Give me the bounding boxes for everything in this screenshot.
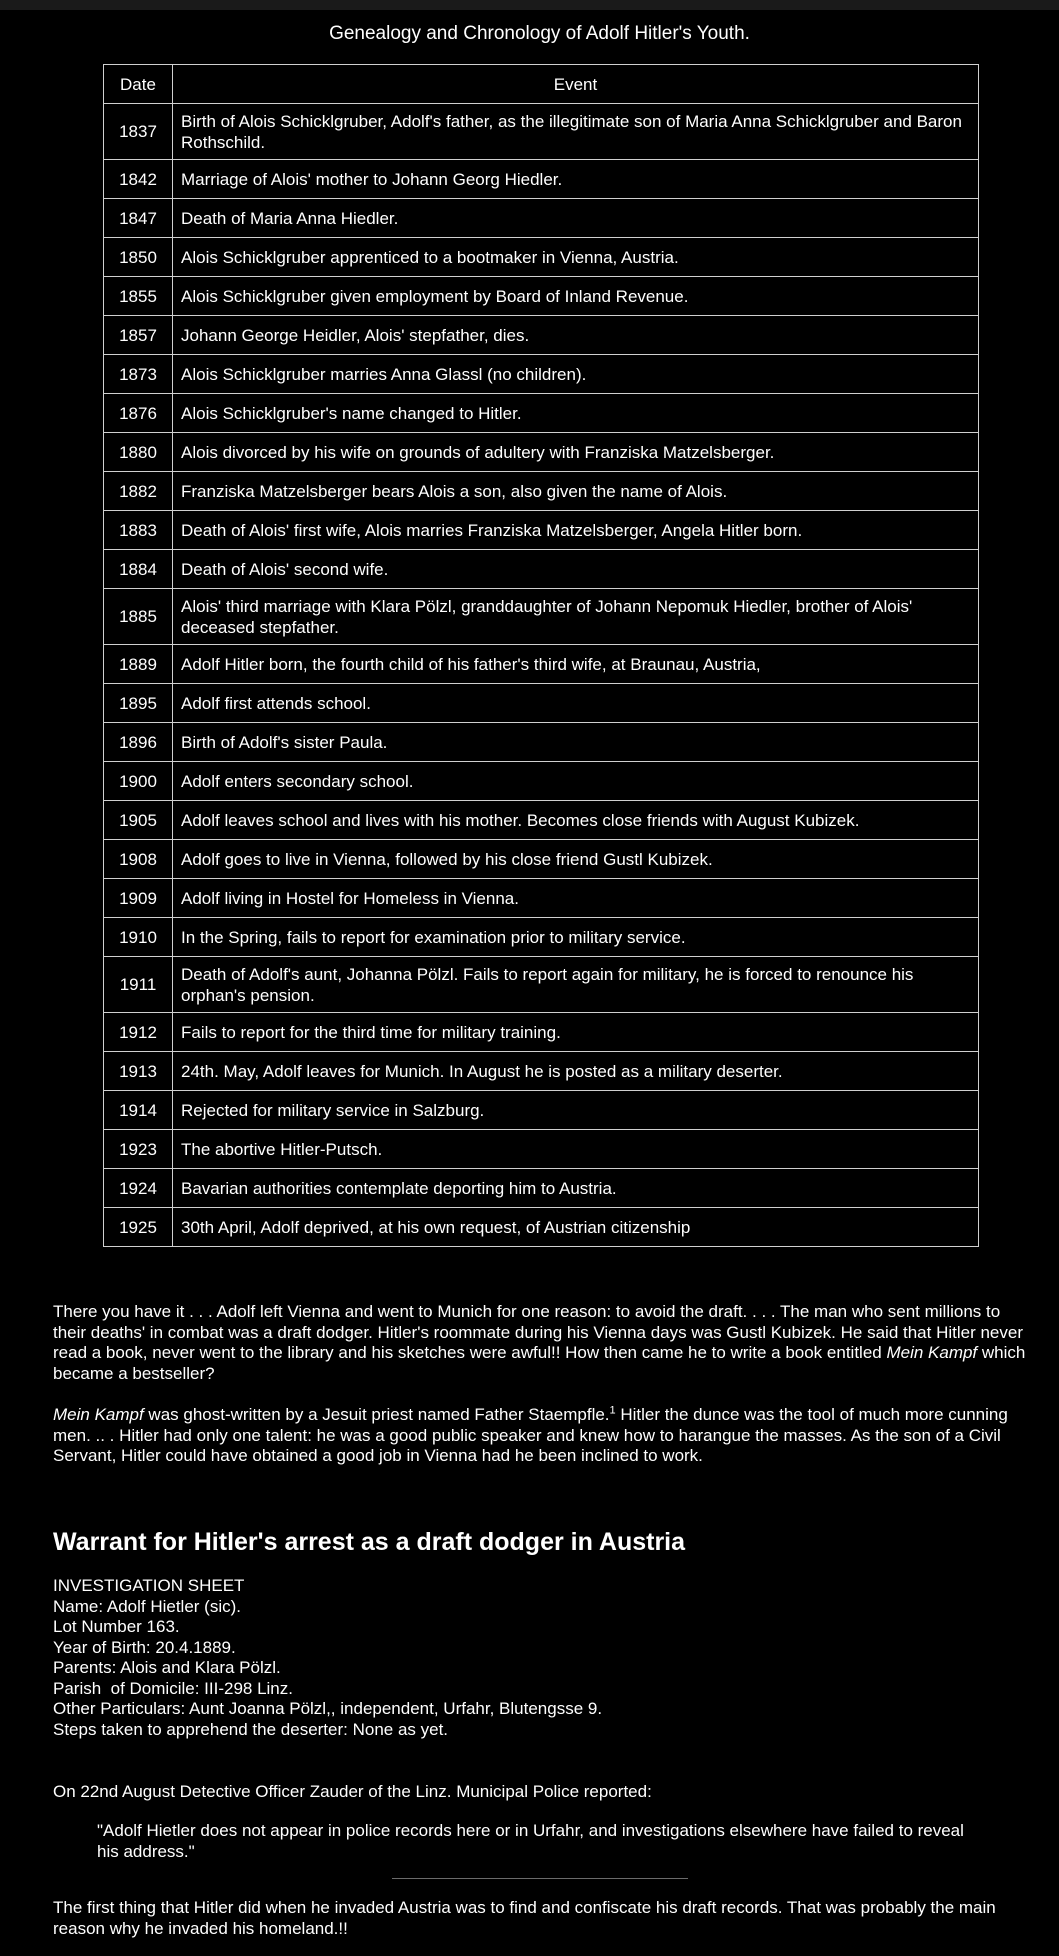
date-cell: 1889 bbox=[104, 645, 173, 684]
table-row bbox=[104, 160, 979, 199]
report-intro: On 22nd August Detective Officer Zauder of the Linz. Municipal Police reported: bbox=[53, 1782, 652, 1801]
table-row bbox=[104, 550, 979, 589]
sheet-line: INVESTIGATION SHEET bbox=[53, 1576, 245, 1595]
table-row bbox=[104, 762, 979, 801]
page-title: Genealogy and Chronology of Adolf Hitler's Youth. bbox=[329, 23, 750, 44]
event-cell: Alois Schicklgruber's name changed to Hitler. bbox=[173, 394, 979, 433]
table-row bbox=[104, 1052, 979, 1091]
book-title: Mein Kampf bbox=[53, 1405, 144, 1424]
table-row bbox=[104, 199, 979, 238]
date-cell: 1900 bbox=[104, 762, 173, 801]
table-row bbox=[104, 238, 979, 277]
table-row bbox=[104, 511, 979, 550]
date-cell: 1883 bbox=[104, 511, 173, 550]
event-cell: Adolf first attends school. bbox=[173, 684, 979, 723]
event-cell: Alois Schicklgruber apprenticed to a bootmaker in Vienna, Austria. bbox=[173, 238, 979, 277]
table-row bbox=[104, 918, 979, 957]
event-cell: Alois Schicklgruber given employment by Board of Inland Revenue. bbox=[173, 277, 979, 316]
chronology-table bbox=[103, 64, 979, 1247]
table-row bbox=[104, 645, 979, 684]
date-cell: 1873 bbox=[104, 355, 173, 394]
top-bar bbox=[0, 0, 1059, 10]
table-row bbox=[104, 684, 979, 723]
date-cell: 1905 bbox=[104, 801, 173, 840]
table-row bbox=[104, 1130, 979, 1169]
table-body bbox=[104, 104, 979, 1247]
date-cell: 1923 bbox=[104, 1130, 173, 1169]
date-cell: 1910 bbox=[104, 918, 173, 957]
date-cell: 1924 bbox=[104, 1169, 173, 1208]
table-row bbox=[104, 277, 979, 316]
table-row bbox=[104, 472, 979, 511]
table-row bbox=[104, 433, 979, 472]
date-cell: 1884 bbox=[104, 550, 173, 589]
table-row bbox=[104, 355, 979, 394]
sheet-line: Parents: Alois and Klara Pölzl. bbox=[53, 1658, 281, 1677]
table-row bbox=[104, 840, 979, 879]
date-cell: 1914 bbox=[104, 1091, 173, 1130]
event-cell: Adolf leaves school and lives with his mother. Becomes close friends with August Kubizek. bbox=[173, 801, 979, 840]
event-cell: Death of Adolf's aunt, Johanna Pölzl. Fails to report again for military, he is forced to renounce his orphan's pension. bbox=[173, 957, 979, 1013]
table-row bbox=[104, 1091, 979, 1130]
event-cell: The abortive Hitler-Putsch. bbox=[173, 1130, 979, 1169]
event-cell: Bavarian authorities contemplate deporting him to Austria. bbox=[173, 1169, 979, 1208]
table-row bbox=[104, 394, 979, 433]
table-row bbox=[104, 801, 979, 840]
date-cell: 1896 bbox=[104, 723, 173, 762]
date-cell: 1912 bbox=[104, 1013, 173, 1052]
warrant-heading: Warrant for Hitler's arrest as a draft dodger in Austria bbox=[53, 1528, 686, 1556]
table-row bbox=[104, 1013, 979, 1052]
date-cell: 1895 bbox=[104, 684, 173, 723]
sheet-line: Steps taken to apprehend the deserter: None as yet. bbox=[53, 1719, 449, 1739]
divider bbox=[392, 1878, 688, 1879]
event-cell: Alois Schicklgruber marries Anna Glassl (no children). bbox=[173, 355, 979, 394]
event-cell: Johann George Heidler, Alois' stepfather, dies. bbox=[173, 316, 979, 355]
table-row bbox=[104, 879, 979, 918]
date-cell: 1842 bbox=[104, 160, 173, 199]
date-cell: 1880 bbox=[104, 433, 173, 472]
table-row bbox=[104, 1169, 979, 1208]
date-cell: 1857 bbox=[104, 316, 173, 355]
event-cell: Death of Maria Anna Hiedler. bbox=[173, 199, 979, 238]
event-cell: Franziska Matzelsberger bears Alois a son, also given the name of Alois. bbox=[173, 472, 979, 511]
investigation-sheet bbox=[53, 1576, 602, 1740]
sheet-line: Parish of Domicile: III-298 Linz. bbox=[53, 1678, 293, 1698]
table-row bbox=[104, 957, 979, 1013]
event-cell: Adolf living in Hostel for Homeless in Vienna. bbox=[173, 879, 979, 918]
paragraph-draft-dodger bbox=[53, 1302, 1028, 1384]
date-cell: 1855 bbox=[104, 277, 173, 316]
table-header-row bbox=[104, 65, 979, 104]
paragraph-text-end: which became a bestseller? bbox=[53, 1343, 1026, 1383]
event-cell: Adolf goes to live in Vienna, followed by his close friend Gustl Kubizek. bbox=[173, 840, 979, 879]
event-cell: Birth of Adolf's sister Paula. bbox=[173, 723, 979, 762]
date-column-header: Date bbox=[104, 65, 173, 104]
event-cell: Adolf Hitler born, the fourth child of his father's third wife, at Braunau, Austria, bbox=[173, 645, 979, 684]
paragraph-ghost-writer bbox=[53, 1405, 1028, 1467]
event-cell: Alois' third marriage with Klara Pölzl, granddaughter of Johann Nepomuk Hiedler, brother of Alois' deceased stepfather. bbox=[173, 589, 979, 645]
sheet-line: Year of Birth: 20.4.1889. bbox=[53, 1637, 236, 1657]
date-cell: 1911 bbox=[104, 957, 173, 1013]
event-cell: Death of Alois' first wife, Alois marries Franziska Matzelsberger, Angela Hitler born. bbox=[173, 511, 979, 550]
sheet-line: Lot Number 163. bbox=[53, 1617, 180, 1636]
event-cell: Birth of Alois Schicklgruber, Adolf's father, as the illegitimate son of Maria Anna Schicklgruber and Baron Rothschild. bbox=[173, 104, 979, 160]
event-cell: Rejected for military service in Salzburg. bbox=[173, 1091, 979, 1130]
event-cell: Marriage of Alois' mother to Johann Georg Hiedler. bbox=[173, 160, 979, 199]
table-row bbox=[104, 723, 979, 762]
event-cell: Fails to report for the third time for military training. bbox=[173, 1013, 979, 1052]
table-row bbox=[104, 1208, 979, 1247]
event-cell: 24th. May, Adolf leaves for Munich. In August he is posted as a military deserter. bbox=[173, 1052, 979, 1091]
date-cell: 1909 bbox=[104, 879, 173, 918]
date-cell: 1876 bbox=[104, 394, 173, 433]
date-cell: 1885 bbox=[104, 589, 173, 645]
table-row bbox=[104, 316, 979, 355]
event-column-header: Event bbox=[173, 65, 979, 104]
paragraph-text: There you have it . . . Adolf left Vienna and went to Munich for one reason: to avoid the draft. . . . The man who sent millions to their deaths' in combat was a draft dodger. Hitler's roommate during his Vienna days was Gustl Kubizek. He said that Hitler never read a book, never went to the library and his sketches were awful!! How then came he to write a book entitled bbox=[53, 1302, 1023, 1362]
table-row bbox=[104, 589, 979, 645]
paragraph-text: was ghost-written by a Jesuit priest named Father Staempfle. bbox=[143, 1405, 610, 1424]
police-quote: "Adolf Hietler does not appear in police records here or in Urfahr, and investigations elsewhere have failed to reveal his address." bbox=[97, 1821, 964, 1861]
book-title: Mein Kampf bbox=[886, 1343, 978, 1362]
date-cell: 1847 bbox=[104, 199, 173, 238]
sheet-line: Other Particulars: Aunt Joanna Pölzl,, independent, Urfahr, Blutengsse 9. bbox=[53, 1699, 603, 1718]
footnote-marker[interactable]: 1 bbox=[609, 1404, 616, 1417]
sheet-line: Name: Adolf Hietler (sic). bbox=[53, 1596, 241, 1616]
date-cell: 1908 bbox=[104, 840, 173, 879]
event-cell: Death of Alois' second wife. bbox=[173, 550, 979, 589]
paragraph-text-end: Hitler the dunce was the tool of much more cunning men. .. . Hitler had only one talent: he was a good public speaker and knew how to harangue the masses. As the son of a Civil Servant, Hitler could have obtained a good job in Vienna had he been inclined to work. bbox=[53, 1405, 1008, 1465]
event-cell: Alois divorced by his wife on grounds of adultery with Franziska Matzelsberger. bbox=[173, 433, 979, 472]
date-cell: 1925 bbox=[104, 1208, 173, 1247]
date-cell: 1837 bbox=[104, 104, 173, 160]
table-row bbox=[104, 104, 979, 160]
event-cell: Adolf enters secondary school. bbox=[173, 762, 979, 801]
date-cell: 1913 bbox=[104, 1052, 173, 1091]
event-cell: In the Spring, fails to report for examination prior to military service. bbox=[173, 918, 979, 957]
date-cell: 1882 bbox=[104, 472, 173, 511]
date-cell: 1850 bbox=[104, 238, 173, 277]
event-cell: 30th April, Adolf deprived, at his own request, of Austrian citizenship bbox=[173, 1208, 979, 1247]
paragraph-conclusion: The first thing that Hitler did when he invaded Austria was to find and confiscate his draft records. That was probably the main reason why he invaded his homeland.!! bbox=[53, 1898, 996, 1938]
